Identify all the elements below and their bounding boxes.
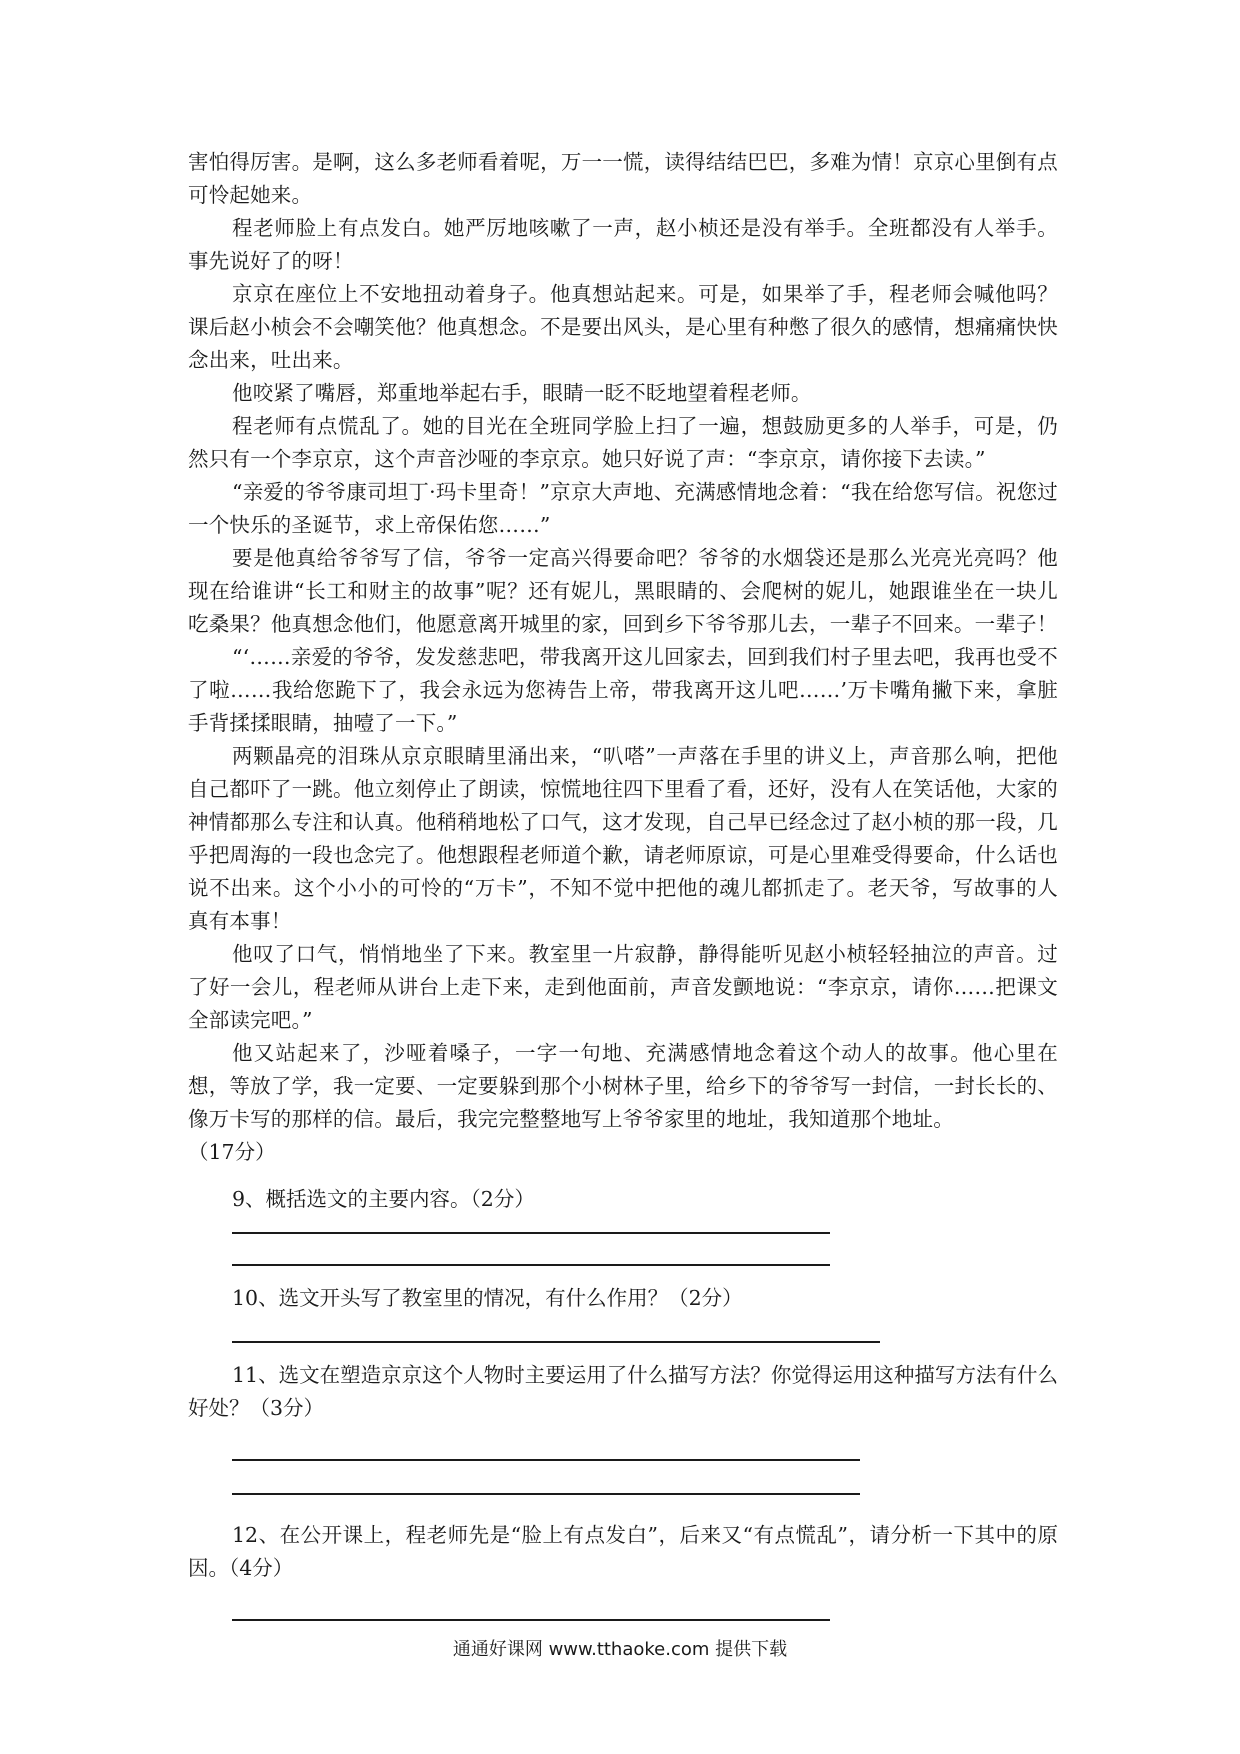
passage-paragraph: 京京在座位上不安地扭动着身子。他真想站起来。可是，如果举了手，程老师会喊他吗？课后赵小桢会不会嘲笑他？他真想念。不是要出风头，是心里有种憋了很久的感情，想痛痛快快念出来，吐出来。 [188, 282, 1058, 372]
question-text: 11、选文在塑造京京这个人物时主要运用了什么描写方法？你觉得运用这种描写方法有什么好处？（3分） [188, 1363, 1058, 1420]
passage-paragraph: 他咬紧了嘴唇，郑重地举起右手，眼睛一眨不眨地望着程老师。 [232, 381, 812, 405]
question-text: 10、选文开头写了教室里的情况，有什么作用？（2分） [232, 1286, 743, 1310]
passage-paragraph: “亲爱的爷爷康司坦丁·玛卡里奇！”京京大声地、充满感情地念着：“我在给您写信。祝您过一个快乐的圣诞节，求上帝保佑您……” [188, 480, 1058, 537]
page-footer: 通通好课网 www.tthaoke.com 提供下载 [452, 1639, 788, 1660]
passage-score: （17分） [188, 1140, 276, 1164]
answer-line[interactable] [232, 1341, 880, 1343]
passage-paragraph: 他叹了口气，悄悄地坐了下来。教室里一片寂静，静得能听见赵小桢轻轻抽泣的声音。过了好一会儿，程老师从讲台上走下来，走到他面前，声音发颤地说：“李京京，请你……把课文全部读完吧。” [188, 942, 1058, 1032]
question-text: 12、在公开课上，程老师先是“脸上有点发白”，后来又“有点慌乱”，请分析一下其中的原因。（4分） [188, 1523, 1058, 1580]
question-12 [188, 1519, 1058, 1621]
passage-paragraph: 程老师有点慌乱了。她的目光在全班同学脸上扫了一遍，想鼓励更多的人举手，可是，仍然只有一个李京京，这个声音沙哑的李京京。她只好说了声：“李京京，请你接下去读。” [188, 414, 1058, 471]
passage-paragraph: 两颗晶亮的泪珠从京京眼睛里涌出来，“叭嗒”一声落在手里的讲义上，声音那么响，把他自己都吓了一跳。他立刻停止了朗读，惊慌地往四下里看了看，还好，没有人在笑话他，大家的神情都那么专注和认真。他稍稍地松了口气，这才发现，自己早已经念过了赵小桢的那一段，几乎把周海的一段也念完了。他想跟程老师道个歉，请老师原谅，可是心里难受得要命，什么话也说不出来。这个小小的可怜的“万卡”，不知不觉中把他的魂儿都抓走了。老天爷，写故事的人真有本事！ [188, 744, 1058, 933]
question-10 [188, 1282, 1058, 1343]
reading-passage [188, 146, 1058, 1621]
passage-paragraph: 要是他真给爷爷写了信，爷爷一定高兴得要命吧？爷爷的水烟袋还是那么光亮光亮吗？他现在给谁讲“长工和财主的故事”呢？还有妮儿，黑眼睛的、会爬树的妮儿，她跟谁坐在一块儿吃桑果？他真想念他们，他愿意离开城里的家，回到乡下爷爷那儿去，一辈子不回来。一辈子！ [188, 546, 1058, 636]
answer-line[interactable] [232, 1619, 830, 1621]
passage-paragraph: 害怕得厉害。是啊，这么多老师看着呢，万一一慌，读得结结巴巴，多难为情！京京心里倒有点可怜起她来。 [188, 150, 1058, 207]
answer-line[interactable] [232, 1459, 860, 1461]
question-9 [188, 1183, 1058, 1266]
passage-paragraphs [188, 146, 1058, 1136]
answer-line[interactable] [232, 1232, 830, 1234]
passage-paragraph: 程老师脸上有点发白。她严厉地咳嗽了一声，赵小桢还是没有举手。全班都没有人举手。事先说好了的呀！ [188, 216, 1058, 273]
passage-paragraph: 他又站起来了，沙哑着嗓子，一字一句地、充满感情地念着这个动人的故事。他心里在想，等放了学，我一定要、一定要躲到那个小树林子里，给乡下的爷爷写一封信，一封长长的、像万卡写的那样的信。最后，我完完整整地写上爷爷家里的地址，我知道那个地址。 [188, 1041, 1058, 1131]
passage-paragraph: “‘……亲爱的爷爷，发发慈悲吧，带我离开这儿回家去，回到我们村子里去吧，我再也受不了啦……我给您跪下了，我会永远为您祷告上帝，带我离开这儿吧……’万卡嘴角撇下来，拿脏手背揉揉眼睛，抽噎了一下。” [188, 645, 1058, 735]
question-text: 9、概括选文的主要内容。（2分） [232, 1187, 535, 1211]
answer-line[interactable] [232, 1264, 830, 1266]
answer-line[interactable] [232, 1493, 860, 1495]
question-11 [188, 1359, 1058, 1495]
